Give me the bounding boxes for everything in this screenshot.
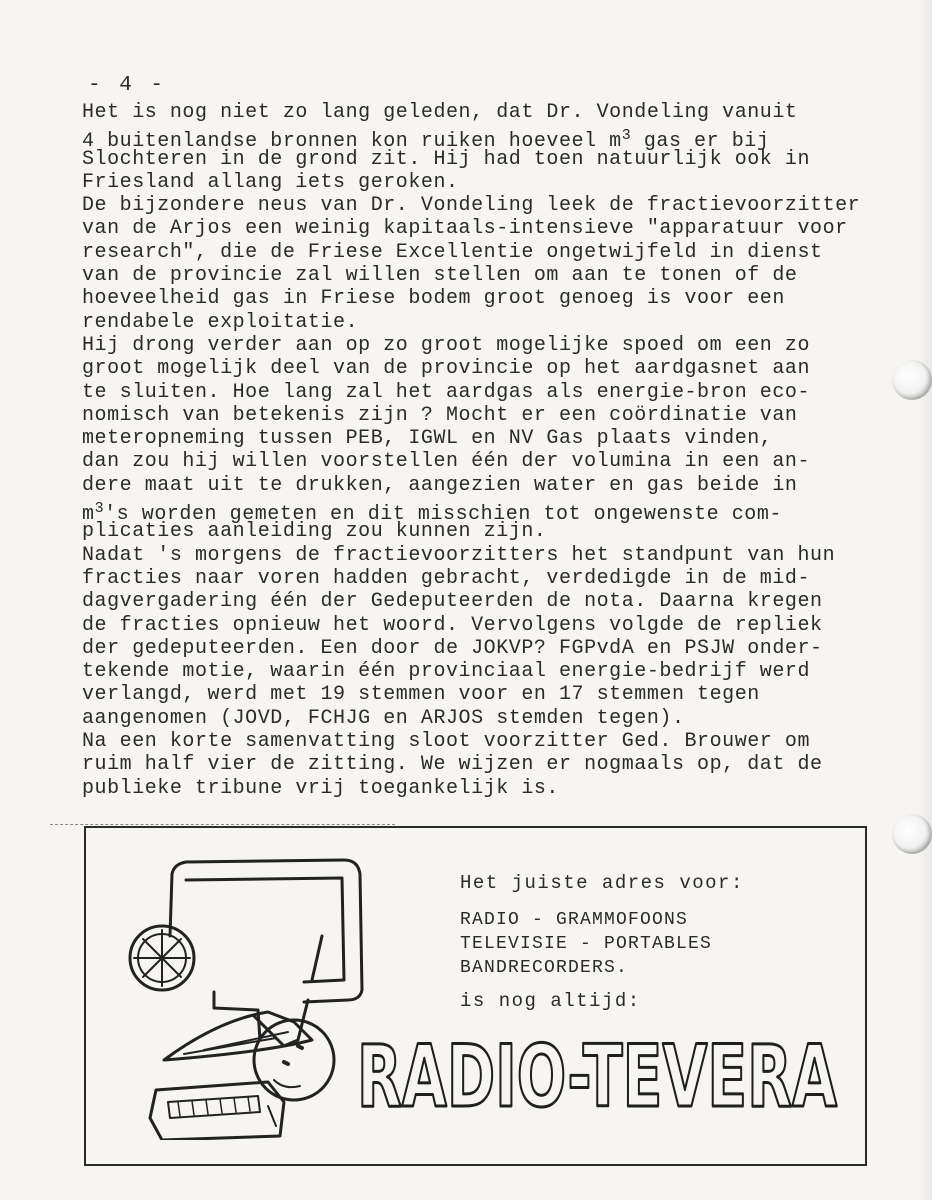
line-text: gas er bij	[631, 130, 770, 154]
article-body	[82, 101, 912, 800]
article-line	[82, 520, 912, 543]
line-text: 's worden gemeten en dit misschien tot ongewenste com-	[104, 503, 782, 527]
line-text: meteropneming tussen PEB, IGWL en NV Gas plaats vinden,	[82, 427, 773, 451]
line-text: 4 buitenlandse bronnen kon ruiken hoeveel m	[82, 130, 622, 154]
line-text: De bijzondere neus van Dr. Vondeling leek de fractievoorzitter	[82, 194, 861, 218]
line-text: te sluiten. Hoe lang zal het aardgas als energie-bron eco-	[82, 380, 811, 404]
line-text: nomisch van betekenis zijn ? Mocht er een coördinatie van	[82, 403, 798, 427]
line-text: verlangd, werd met 19 stemmen voor en 17 stemmen tegen	[82, 683, 760, 707]
article-line	[82, 544, 912, 567]
article-line	[82, 683, 912, 706]
article-line	[82, 660, 912, 683]
article-line	[82, 404, 912, 427]
superscript: 3	[94, 500, 105, 518]
line-text: aangenomen (JOVD, FCHJG en ARJOS stemden tegen).	[82, 706, 685, 730]
article-line	[82, 171, 912, 194]
article-line	[82, 148, 912, 171]
article-line	[82, 334, 912, 357]
section-divider	[50, 824, 395, 825]
ad-intro: Het juiste adres voor:	[460, 872, 744, 894]
article-line	[82, 753, 912, 776]
line-text: research", die de Friese Excellentie ongetwijfeld in dienst	[82, 240, 823, 264]
article-line	[82, 311, 912, 334]
article-line	[82, 427, 912, 450]
ad-product-television: TELEVISIE - PORTABLES	[460, 934, 713, 954]
article-line	[82, 777, 912, 800]
line-text: Hij drong verder aan op zo groot mogelijke spoed om een zo	[82, 333, 811, 357]
article-line	[82, 101, 912, 124]
line-text: van de Arjos een weinig kapitaals-intensieve "apparatuur voor	[82, 217, 848, 241]
line-text: Nadat 's morgens de fractievoorzitters het standpunt van hun	[82, 543, 836, 567]
article-line	[82, 497, 912, 527]
line-text: fracties naar voren hadden gebracht, verdedigde in de mid-	[82, 566, 811, 590]
ad-product-radio: RADIO - GRAMMOFOONS	[460, 910, 689, 930]
article-line	[82, 590, 912, 613]
shop-name: RADIO-TEVERA	[357, 1028, 838, 1120]
line-text: van de provincie zal willen stellen om aan te tonen of de	[82, 264, 798, 288]
line-text: plicaties aanleiding zou kunnen zijn.	[82, 520, 547, 544]
line-text: dere maat uit te drukken, aangezien water en gas beide in	[82, 473, 798, 497]
punch-hole-lower	[892, 814, 932, 854]
article-line	[82, 194, 912, 217]
article-line	[82, 730, 912, 753]
article-line	[82, 241, 912, 264]
page-edge	[918, 0, 932, 1200]
line-text: Friesland allang iets geroken.	[82, 170, 459, 194]
shop-name-logo	[350, 1028, 844, 1120]
article-line	[82, 124, 912, 154]
article-line	[82, 264, 912, 287]
article-line	[82, 357, 912, 380]
line-text: tekende motie, waarin één provinciaal energie-bedrijf werd	[82, 660, 811, 684]
article-line	[82, 637, 912, 660]
article-line	[82, 381, 912, 404]
article-line	[82, 614, 912, 637]
line-text: publieke tribune vrij toegankelijk is.	[82, 776, 559, 800]
line-text: m	[82, 503, 95, 527]
line-text: de fracties opnieuw het woord. Vervolgens volgde de repliek	[82, 613, 823, 637]
superscript: 3	[621, 127, 632, 145]
article-line	[82, 567, 912, 590]
line-text: Het is nog niet zo lang geleden, dat Dr. Vondeling vanuit	[82, 101, 798, 124]
article-line	[82, 217, 912, 240]
line-text: Slochteren in de grond zit. Hij had toen natuurlijk ook in	[82, 147, 811, 171]
page-number: - 4 -	[88, 74, 167, 97]
line-text: der gedeputeerden. Een door de JOKVP? FGPvdA en PSJW onder-	[82, 636, 823, 660]
line-text: Na een korte samenvatting sloot voorzitter Ged. Brouwer om	[82, 730, 811, 754]
article-line	[82, 450, 912, 473]
advertisement	[84, 826, 867, 1166]
ad-still-text: is nog altijd:	[460, 990, 641, 1012]
line-text: ruim half vier de zitting. We wijzen er nogmaals op, dat de	[82, 753, 823, 777]
line-text: rendabele exploitatie.	[82, 310, 359, 334]
line-text: groot mogelijk deel van de provincie op het aardgasnet aan	[82, 357, 811, 381]
article-line	[82, 707, 912, 730]
line-text: dagvergadering één der Gedeputeerden de nota. Daarna kregen	[82, 590, 823, 614]
line-text: dan zou hij willen voorstellen één der volumina in een an-	[82, 450, 811, 474]
article-line	[82, 287, 912, 310]
ad-product-recorders: BANDRECORDERS.	[460, 958, 629, 978]
article-line	[82, 474, 912, 497]
line-text: hoeveelheid gas in Friese bodem groot genoeg is voor een	[82, 287, 785, 311]
